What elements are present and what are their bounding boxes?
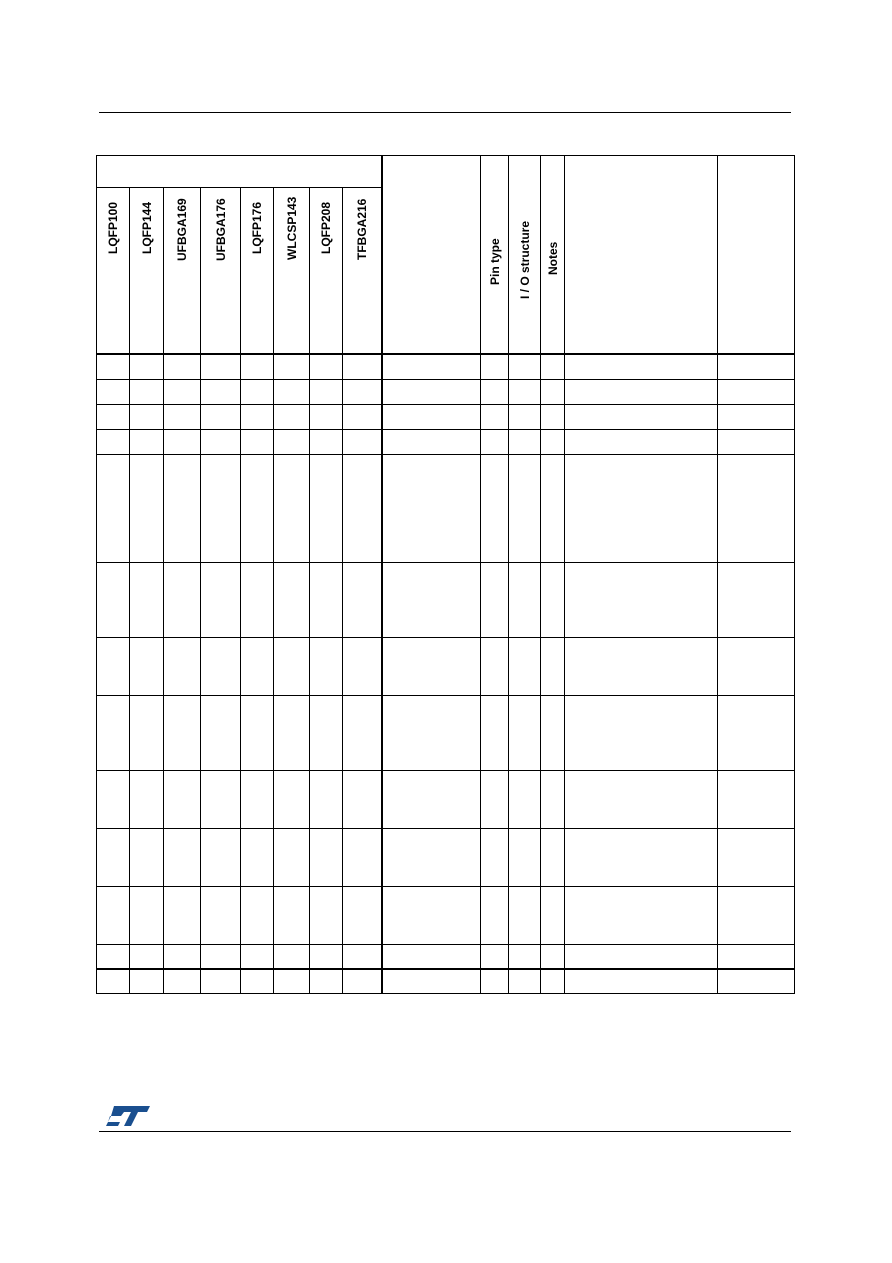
table-row — [97, 562, 795, 637]
table-row — [97, 944, 795, 969]
footer-rule — [99, 1131, 791, 1132]
pkg-header-ufbga176: UFBGA176 — [201, 188, 241, 355]
package-group-header — [97, 156, 382, 188]
table-row — [97, 695, 795, 770]
header-group-row — [97, 156, 795, 188]
pkg-header-lqfp144: LQFP144 — [130, 188, 164, 355]
table-row — [97, 828, 795, 886]
pkg-header-lqfp208: LQFP208 — [310, 188, 343, 355]
notes-header: Notes — [541, 156, 565, 355]
table-row — [97, 454, 795, 562]
alternate-functions-header — [565, 156, 718, 355]
table-row — [97, 404, 795, 429]
st-logo-icon — [106, 1104, 150, 1133]
table-row — [97, 379, 795, 404]
table-row — [97, 770, 795, 828]
pkg-header-lqfp176: LQFP176 — [241, 188, 274, 355]
table-row — [97, 637, 795, 695]
pkg-header-ufbga169: UFBGA169 — [164, 188, 201, 355]
pkg-header-tfbga216: TFBGA216 — [343, 188, 382, 355]
table-row — [97, 969, 795, 993]
header-rule — [99, 112, 791, 113]
table-row — [97, 354, 795, 379]
table-row — [97, 886, 795, 944]
pkg-header-lqfp100: LQFP100 — [97, 188, 130, 355]
io-structure-header: I / O structure — [509, 156, 541, 355]
pin-type-header: Pin type — [481, 156, 509, 355]
table-row — [97, 429, 795, 454]
additional-functions-header — [718, 156, 795, 355]
pkg-header-wlcsp143: WLCSP143 — [274, 188, 310, 355]
pinout-table — [96, 155, 795, 994]
pin-name-header — [382, 156, 481, 355]
